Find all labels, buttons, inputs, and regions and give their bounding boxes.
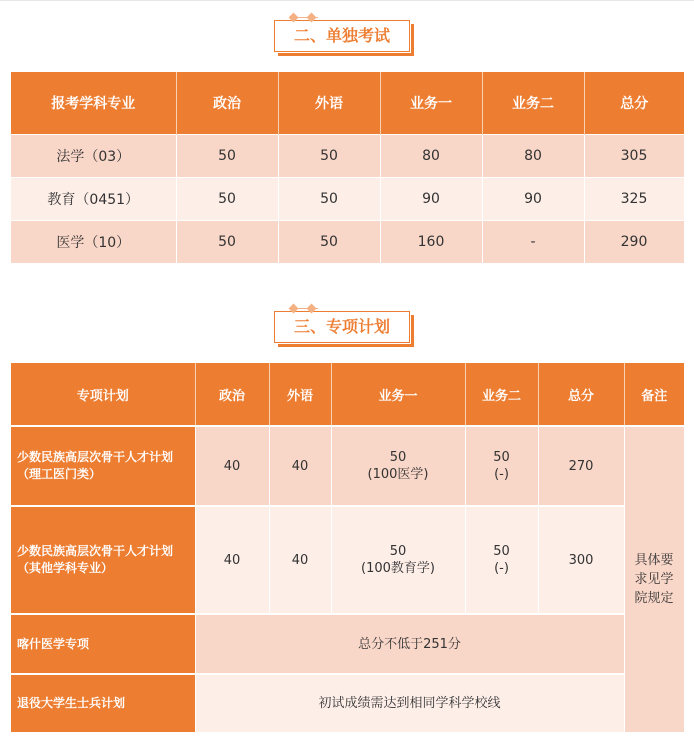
- section-header-independent-exam: [274, 16, 414, 54]
- independent-exam-table: [11, 72, 685, 263]
- cell-major: 教育（0451）: [11, 178, 176, 221]
- plan-label: 喀什医学专项: [11, 614, 195, 674]
- table-header-row: [11, 72, 684, 135]
- cell-language: 40: [269, 426, 331, 506]
- col-header-biz1: 业务一: [331, 363, 465, 426]
- cell-language: 50: [278, 221, 380, 264]
- table-row: [11, 135, 684, 178]
- plan-label: 少数民族高层次骨干人才计划（其他学科专业）: [11, 506, 195, 614]
- biz1-score: 50: [389, 544, 407, 559]
- cell-total: 300: [538, 506, 624, 614]
- biz2-score: 50: [493, 450, 510, 465]
- table-row: [11, 506, 684, 614]
- top-divider: [0, 0, 694, 1]
- col-header-language: 外语: [278, 72, 380, 135]
- cell-politics: 50: [176, 178, 278, 221]
- biz1-detail: (100医学): [367, 467, 429, 482]
- table-row: [11, 221, 684, 264]
- col-header-biz1: 业务一: [380, 72, 482, 135]
- cell-biz2: -: [482, 221, 584, 264]
- col-header-note: 备注: [624, 363, 684, 426]
- col-header-total: 总分: [584, 72, 684, 135]
- cell-politics: 50: [176, 135, 278, 178]
- cell-language: 50: [278, 135, 380, 178]
- cell-total: 305: [584, 135, 684, 178]
- col-header-biz2: 业务二: [482, 72, 584, 135]
- merged-requirement: 初试成绩需达到相同学科学校线: [195, 674, 624, 732]
- cell-biz1: 160: [380, 221, 482, 264]
- table-header-row: [11, 363, 684, 426]
- special-plan-table: [11, 363, 685, 732]
- cell-biz2: [465, 506, 538, 614]
- col-header-plan: 专项计划: [11, 363, 195, 426]
- cell-biz1: [331, 426, 465, 506]
- cell-biz2: 90: [482, 178, 584, 221]
- cell-biz2: 80: [482, 135, 584, 178]
- col-header-major: 报考学科专业: [11, 72, 176, 135]
- cell-biz1: 80: [380, 135, 482, 178]
- cell-biz2: [465, 426, 538, 506]
- cell-politics: 40: [195, 506, 269, 614]
- merged-requirement: 总分不低于251分: [195, 614, 624, 674]
- cell-major: 医学（10）: [11, 221, 176, 264]
- cell-language: 40: [269, 506, 331, 614]
- cell-total: 290: [584, 221, 684, 264]
- biz1-detail: (100教育学): [361, 561, 435, 576]
- table-row: [11, 178, 684, 221]
- col-header-biz2: 业务二: [465, 363, 538, 426]
- cell-biz1: [331, 506, 465, 614]
- plan-label: 少数民族高层次骨干人才计划（理工医门类）: [11, 426, 195, 506]
- plan-label: 退役大学生士兵计划: [11, 674, 195, 732]
- table-row: [11, 674, 684, 732]
- biz2-detail: (-): [494, 561, 509, 576]
- note-cell: [624, 426, 684, 732]
- biz1-score: 50: [389, 450, 407, 465]
- cell-total: 325: [584, 178, 684, 221]
- biz2-detail: (-): [494, 467, 509, 482]
- cell-politics: 50: [176, 221, 278, 264]
- col-header-language: 外语: [269, 363, 331, 426]
- table-row: [11, 614, 684, 674]
- cell-biz1: 90: [380, 178, 482, 221]
- col-header-total: 总分: [538, 363, 624, 426]
- note-text: 具体要求见学院规定: [634, 553, 674, 606]
- cell-total: 270: [538, 426, 624, 506]
- section-title: 二、单独考试: [293, 26, 390, 45]
- biz2-score: 50: [493, 544, 510, 559]
- cell-major: 法学（03）: [11, 135, 176, 178]
- cell-language: 50: [278, 178, 380, 221]
- table-row: [11, 426, 684, 506]
- section-header-special-plan: [274, 307, 414, 345]
- cell-politics: 40: [195, 426, 269, 506]
- section-title: 三、专项计划: [293, 317, 390, 336]
- col-header-politics: 政治: [195, 363, 269, 426]
- col-header-politics: 政治: [176, 72, 278, 135]
